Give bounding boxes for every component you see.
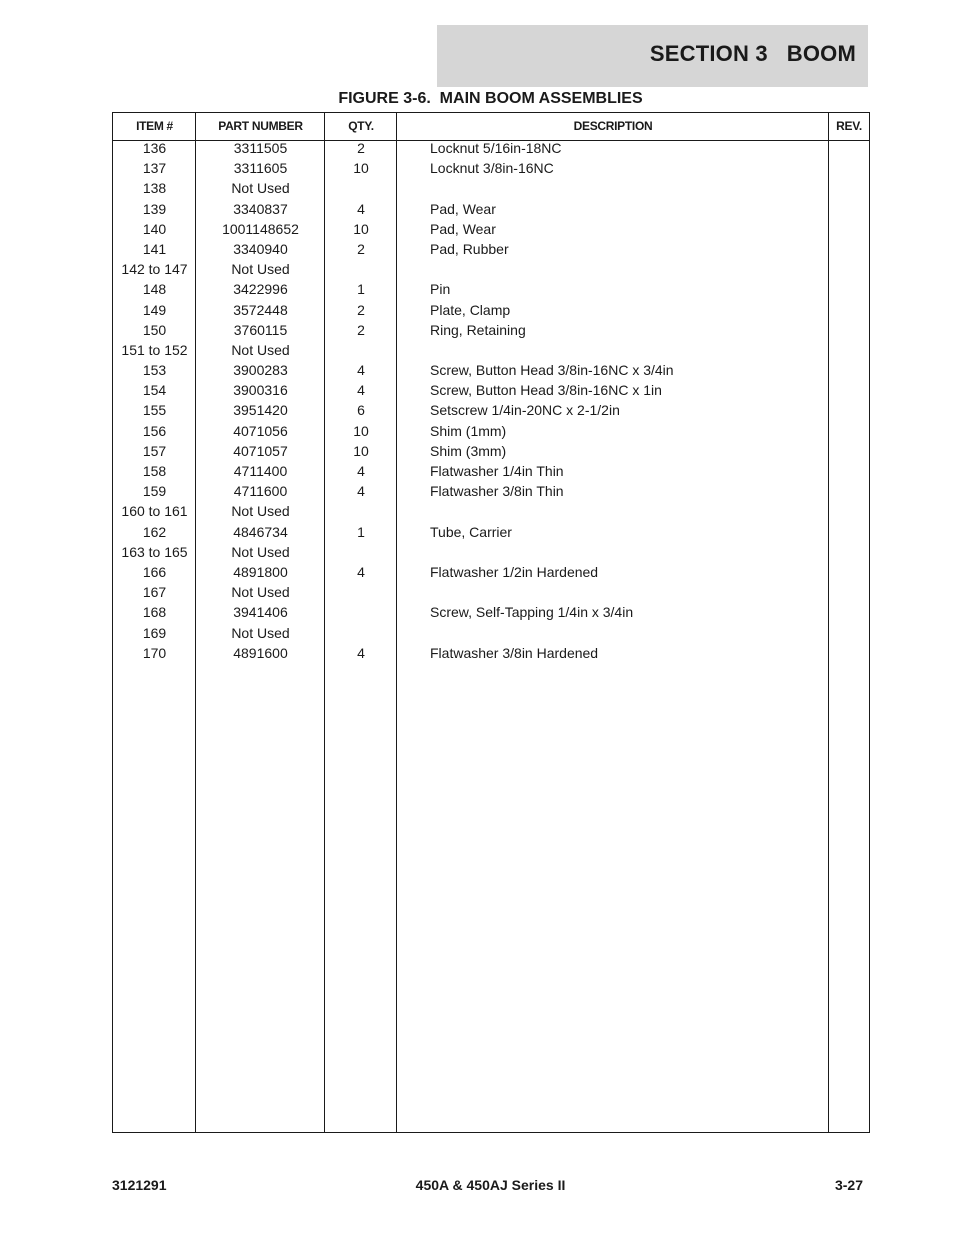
table-row (113, 544, 869, 564)
cell-part-number: 4071057 (233, 442, 288, 459)
cell-qty: 10 (353, 160, 369, 177)
cell-item: 156 (142, 422, 167, 439)
table-row (113, 402, 869, 422)
cell-part-number: Not Used (231, 624, 290, 641)
table-row (113, 625, 869, 645)
cell-description: Flatwasher 1/4in Thin (430, 463, 564, 479)
cell-part-number: 4846734 (233, 523, 288, 540)
cell-description: Pad, Rubber (430, 240, 509, 257)
cell-part-number: 4891800 (233, 563, 288, 580)
cell-description: Tube, Carrier (430, 523, 512, 540)
table-row (113, 241, 869, 261)
table-body (113, 140, 869, 665)
table-row (113, 160, 869, 180)
cell-part-number: Not Used (231, 503, 290, 520)
header-part-number: PART NUMBER (218, 119, 303, 133)
cell-description: Locknut 5/16in-18NC (430, 140, 562, 156)
cell-item: 154 (142, 382, 167, 399)
table-row (113, 503, 869, 523)
table-row (113, 322, 869, 342)
cell-item: 140 (142, 220, 167, 237)
cell-description: Screw, Button Head 3/8in-16NC x 1in (430, 382, 662, 399)
table-row (113, 483, 869, 503)
cell-qty: 4 (357, 382, 365, 399)
cell-description: Setscrew 1/4in-20NC x 2-1/2in (430, 402, 620, 419)
table-row (113, 140, 869, 160)
table-row (113, 423, 869, 443)
footer-page-number: 3-27 (834, 1177, 863, 1193)
table-row (113, 564, 869, 584)
cell-qty: 10 (353, 220, 369, 237)
cell-part-number: 3311605 (233, 160, 288, 177)
table-row (113, 342, 869, 362)
cell-item: 167 (142, 584, 167, 601)
table-row (113, 382, 869, 402)
cell-item: 139 (142, 200, 167, 217)
cell-item: 136 (142, 140, 167, 156)
table-row (113, 524, 869, 544)
cell-item: 162 (142, 523, 167, 540)
cell-item: 158 (142, 463, 167, 479)
cell-item: 137 (142, 160, 167, 177)
cell-qty: 10 (353, 422, 369, 439)
cell-description: Screw, Self-Tapping 1/4in x 3/4in (430, 604, 634, 621)
cell-description: Flatwasher 3/8in Hardened (430, 644, 599, 661)
cell-qty: 4 (357, 200, 365, 217)
cell-part-number: 3760115 (233, 321, 288, 338)
cell-part-number: 4711400 (233, 463, 288, 479)
table-row (113, 261, 869, 281)
cell-qty: 10 (353, 442, 369, 459)
cell-item: 169 (142, 624, 167, 641)
cell-item: 166 (142, 563, 167, 580)
header-description: DESCRIPTION (573, 119, 653, 133)
footer-model: 450A & 450AJ Series II (415, 1177, 566, 1193)
cell-part-number: 3900283 (233, 362, 288, 379)
header-item: ITEM # (136, 119, 173, 133)
cell-description: Pad, Wear (430, 200, 496, 217)
cell-qty: 2 (357, 321, 365, 338)
table-row (113, 281, 869, 301)
cell-qty: 4 (357, 644, 365, 661)
cell-part-number: 3941406 (233, 604, 288, 621)
cell-item: 160 to 161 (121, 503, 188, 520)
cell-part-number: 3422996 (233, 281, 288, 298)
cell-qty: 4 (357, 362, 365, 379)
cell-item: 157 (142, 442, 167, 459)
cell-part-number: Not Used (231, 584, 290, 601)
figure-title: FIGURE 3-6. MAIN BOOM ASSEMBLIES (338, 90, 643, 107)
cell-part-number: 1001148652 (222, 220, 299, 237)
cell-part-number: 3340837 (233, 200, 288, 217)
cell-part-number: 3900316 (233, 382, 288, 399)
cell-description: Screw, Button Head 3/8in-16NC x 3/4in (430, 362, 674, 379)
cell-qty: 2 (357, 140, 365, 156)
cell-qty: 2 (357, 301, 365, 318)
cell-item: 163 to 165 (121, 543, 188, 560)
table-row (113, 443, 869, 463)
cell-qty: 4 (357, 563, 365, 580)
cell-item: 159 (142, 483, 167, 500)
parts-table (112, 112, 870, 1133)
cell-description: Plate, Clamp (430, 301, 511, 318)
cell-qty: 2 (357, 240, 365, 257)
cell-item: 149 (142, 301, 167, 318)
table-header (113, 113, 869, 141)
cell-part-number: 3311505 (233, 140, 288, 156)
header-qty: QTY. (348, 119, 374, 133)
cell-item: 155 (142, 402, 167, 419)
cell-description: Flatwasher 3/8in Thin (430, 483, 564, 500)
cell-qty: 4 (357, 463, 365, 479)
cell-part-number: 4891600 (233, 644, 288, 661)
table-row (113, 463, 869, 483)
cell-description: Shim (3mm) (430, 442, 507, 459)
table-row (113, 584, 869, 604)
cell-item: 150 (142, 321, 167, 338)
cell-item: 151 to 152 (121, 341, 188, 358)
cell-description: Locknut 3/8in-16NC (430, 160, 554, 177)
table-row (113, 645, 869, 665)
cell-item: 141 (142, 240, 167, 257)
cell-description: Shim (1mm) (430, 422, 507, 439)
cell-qty: 4 (357, 483, 365, 500)
section-banner (437, 25, 868, 87)
table-row (113, 362, 869, 382)
cell-description: Ring, Retaining (430, 321, 526, 338)
section-title: SECTION 3 BOOM (649, 41, 856, 66)
cell-item: 148 (142, 281, 167, 298)
cell-item: 142 to 147 (121, 261, 188, 278)
cell-part-number: Not Used (231, 341, 290, 358)
cell-part-number: 4071056 (233, 422, 288, 439)
cell-description: Pin (430, 281, 451, 298)
cell-item: 168 (142, 604, 167, 621)
cell-part-number: Not Used (231, 180, 290, 197)
cell-part-number: 3951420 (233, 402, 288, 419)
cell-qty: 6 (357, 402, 365, 419)
cell-qty: 1 (357, 281, 365, 298)
table-row (113, 604, 869, 624)
cell-part-number: Not Used (231, 543, 290, 560)
table-row (113, 201, 869, 221)
cell-item: 153 (142, 362, 167, 379)
cell-item: 170 (142, 644, 167, 661)
cell-part-number: 4711600 (233, 483, 288, 500)
cell-qty: 1 (357, 523, 365, 540)
cell-part-number: Not Used (231, 261, 290, 278)
cell-description: Pad, Wear (430, 220, 496, 237)
table-row (113, 180, 869, 200)
cell-part-number: 3572448 (233, 301, 288, 318)
cell-description: Flatwasher 1/2in Hardened (430, 563, 599, 580)
header-rev: REV. (836, 119, 862, 133)
table-row (113, 302, 869, 322)
cell-item: 138 (142, 180, 167, 197)
footer-doc-number: 3121291 (112, 1177, 167, 1193)
cell-part-number: 3340940 (233, 240, 288, 257)
table-row (113, 221, 869, 241)
